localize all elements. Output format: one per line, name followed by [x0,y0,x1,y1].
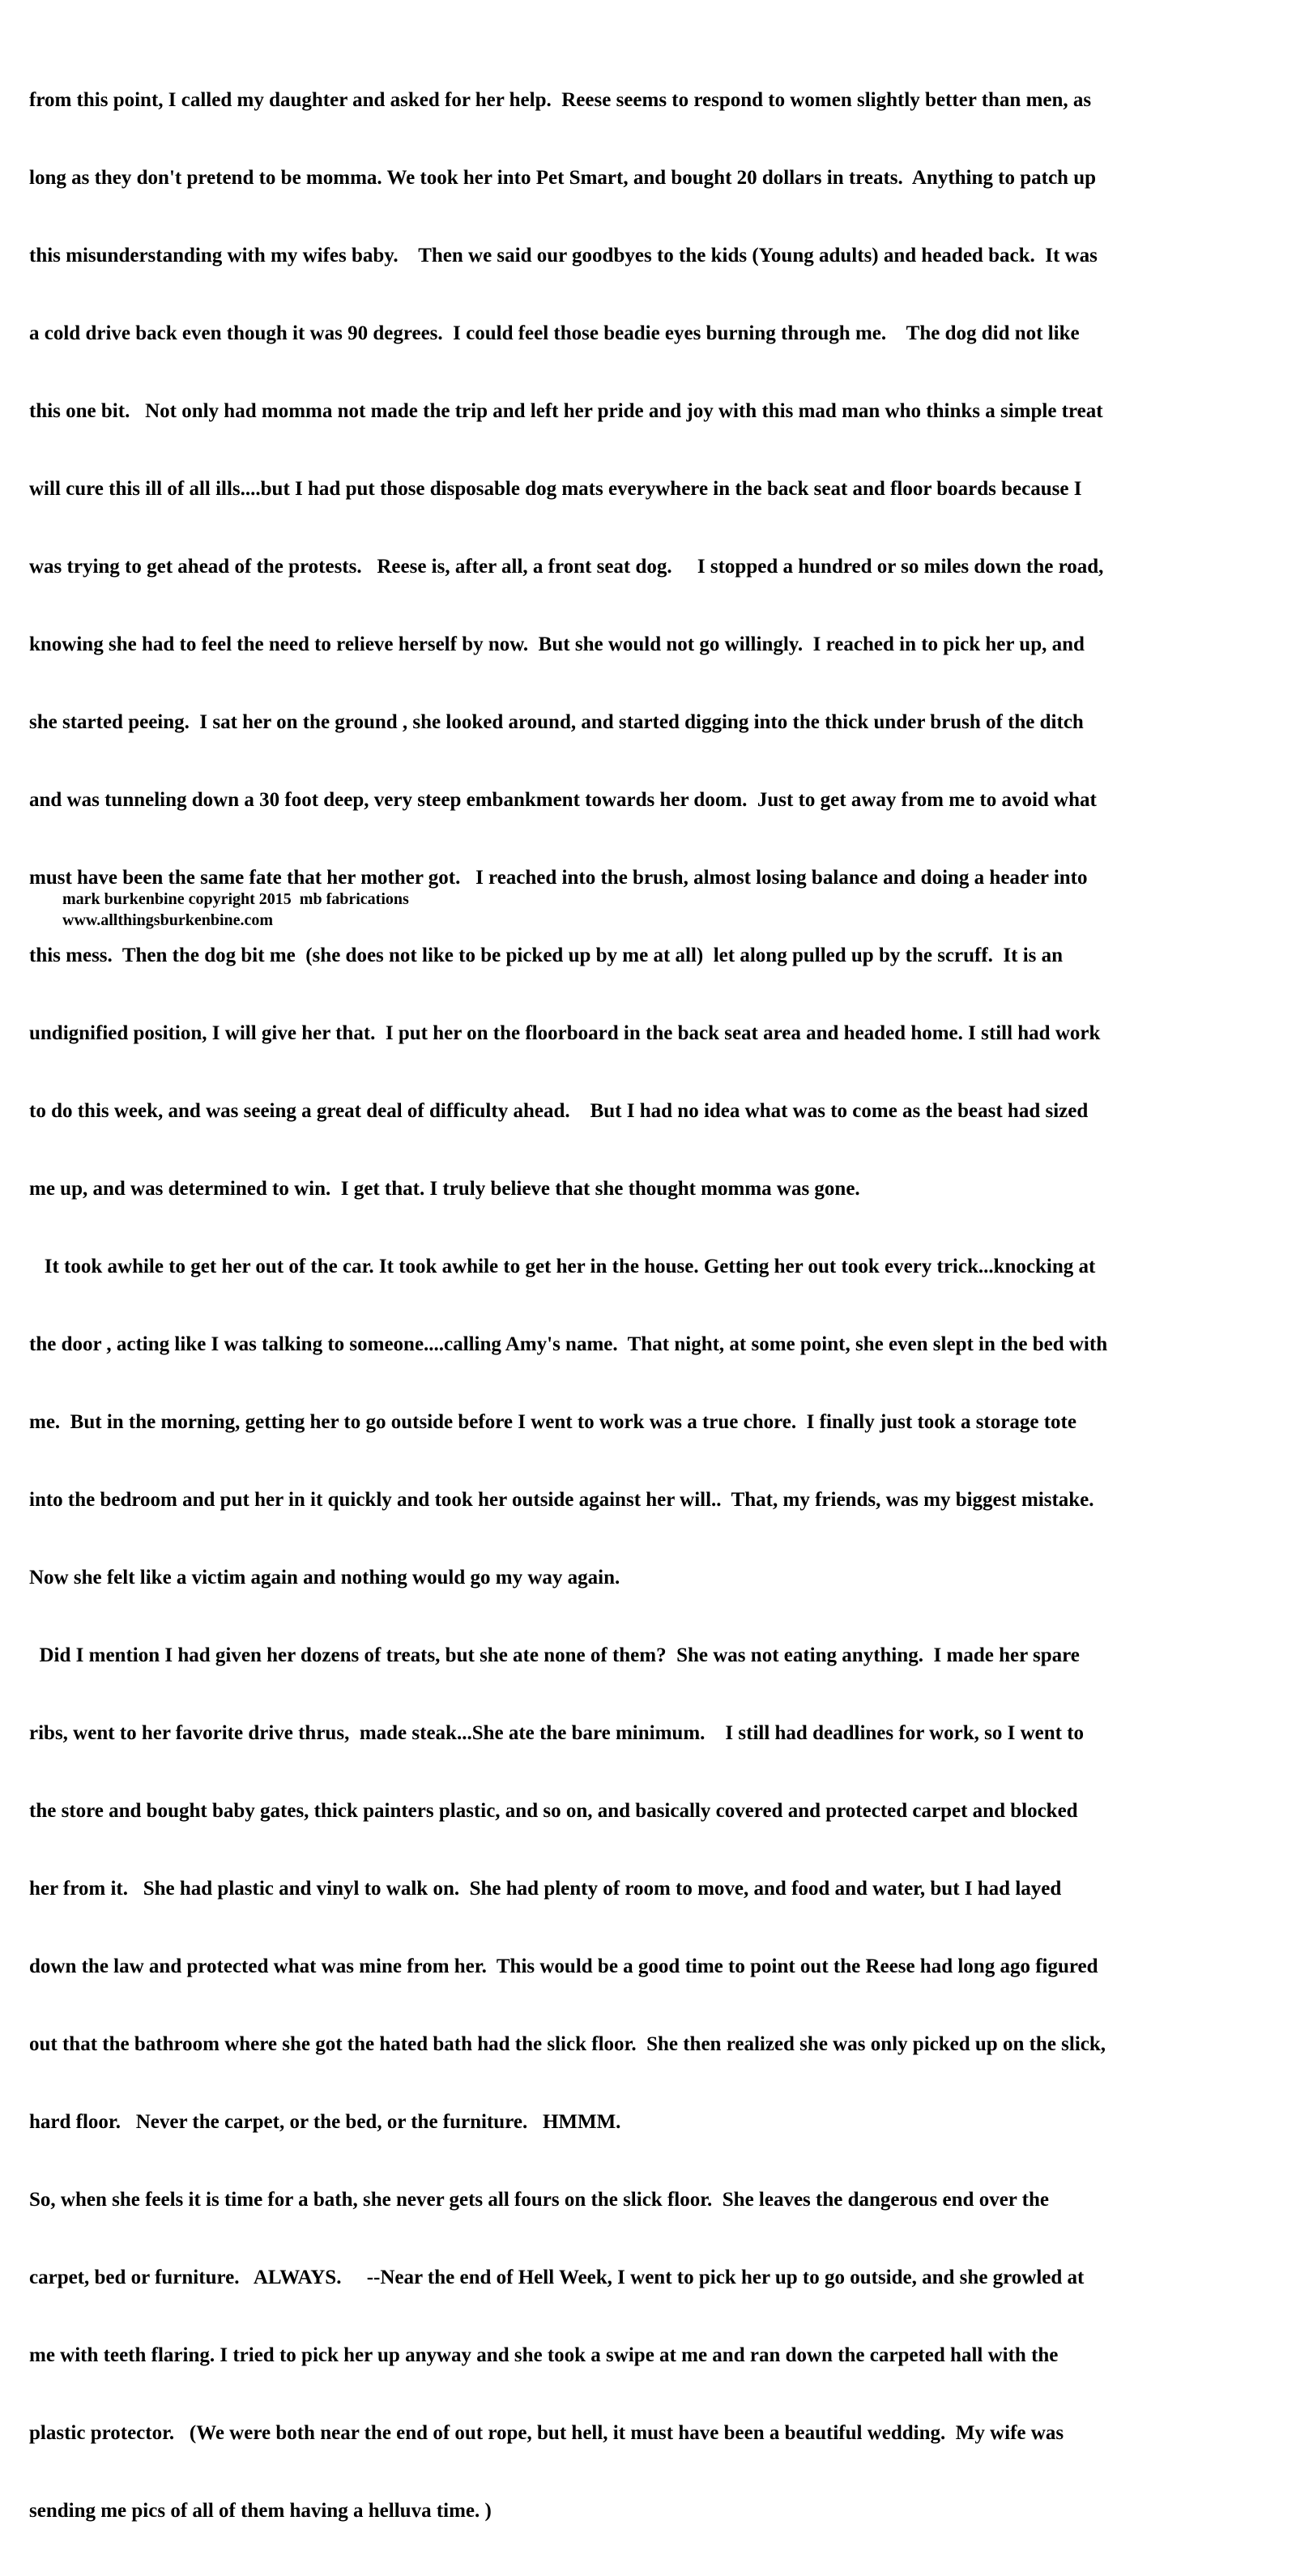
text-line: plastic protector. (We were both near the end of out rope, but hell, it must have been a beautiful wedding. My wife was [29,2422,1064,2444]
text-line: this one bit. Not only had momma not made the trip and left her pride and joy with this mad man who thinks a simple treat [29,400,1103,422]
text-line: Did I mention I had given her dozens of treats, but she ate none of them? She was not eating anything. I made her spare [29,1644,1080,1666]
text-line: So, when she feels it is time for a bath, she never gets all fours on the slick floor. She leaves the dangerous end over the [29,2189,1050,2211]
text-line: me with teeth flaring. I tried to pick her up anyway and she took a swipe at me and ran down the carpeted hall with the [29,2344,1059,2366]
text-line: Now she felt like a victim again and nothing would go my way again. [29,1567,620,1589]
text-line: her from it. She had plastic and vinyl to walk on. She had plenty of room to move, and food and water, but I had layed [29,1878,1062,1900]
text-line: was trying to get ahead of the protests. Reese is, after all, a front seat dog. I stopped a hundred or so miles down the road, [29,556,1104,578]
text-line: she started peeing. I sat her on the ground , she looked around, and started digging into the thick under brush of the ditch [29,711,1084,733]
text-line: carpet, bed or furniture. ALWAYS. --Near the end of Hell Week, I went to pick her up to go outside, and she growled at [29,2267,1085,2288]
text-line: down the law and protected what was mine from her. This would be a good time to point out the Reese had long ago figured [29,1955,1098,1977]
text-line: the store and bought baby gates, thick painters plastic, and so on, and basically covered and protected carpet and blocked [29,1800,1078,1822]
text-line: out that the bathroom where she got the hated bath had the slick floor. She then realized she was only picked up on the slick, [29,2033,1106,2055]
text-line: this mess. Then the dog bit me (she does not like to be picked up by me at all) let along pulled up by the scruff. It is an [29,945,1064,966]
text-line: sending me pics of all of them having a helluva time. ) [29,2500,492,2522]
text-line: from this point, I called my daughter and asked for her help. Reese seems to respond to women slightly better than men, as [29,89,1092,111]
text-line: me. But in the morning, getting her to go outside before I went to work was a true chore. I finally just took a storage tote [29,1411,1076,1433]
text-line: ribs, went to her favorite drive thrus, made steak...She ate the bare minimum. I still had deadlines for work, so I went to [29,1722,1085,1744]
copyright-notice: mark burkenbine copyright 2015 mb fabrications [62,890,409,908]
website-url: www.allthingsburkenbine.com [62,911,274,929]
text-line: knowing she had to feel the need to relieve herself by now. But she would not go willingly. I reached in to pick her up, and [29,633,1085,655]
text-line: the door , acting like I was talking to someone....calling Amy's name. That night, at some point, she even slept in the bed with [29,1333,1108,1355]
story-body [29,36,1277,2576]
text-line: to do this week, and was seeing a great deal of difficulty ahead. But I had no idea what was to come as the beast had sized [29,1100,1089,1122]
text-line: long as they don't pretend to be momma. We took her into Pet Smart, and bought 20 dollars in treats. Anything to patch up [29,167,1097,189]
text-line: undignified position, I will give her that. I put her on the floorboard in the back seat area and headed home. I still had work [29,1022,1101,1044]
text-line: a cold drive back even though it was 90 degrees. I could feel those beadie eyes burning through me. The dog did not like [29,322,1080,344]
text-line: into the bedroom and put her in it quickly and took her outside against her will.. That, my friends, was my biggest mistake. [29,1489,1094,1511]
text-line: and was tunneling down a 30 foot deep, very steep embankment towards her doom. Just to get away from me to avoid what [29,789,1097,811]
footer [62,889,409,931]
text-line: will cure this ill of all ills....but I had put those disposable dog mats everywhere in the back seat and floor boards because I [29,478,1082,500]
text-line: It took awhile to get her out of the car. It took awhile to get her in the house. Getting her out took every trick...knocking at [29,1256,1096,1277]
text-line: me up, and was determined to win. I get that. I truly believe that she thought momma was gone. [29,1178,860,1200]
text-line: this misunderstanding with my wifes baby. Then we said our goodbyes to the kids (Young adults) and headed back. It was [29,245,1098,267]
text-line: hard floor. Never the carpet, or the bed, or the furniture. HMMM. [29,2111,621,2133]
text-line: must have been the same fate that her mother got. I reached into the brush, almost losing balance and doing a header into [29,867,1088,889]
